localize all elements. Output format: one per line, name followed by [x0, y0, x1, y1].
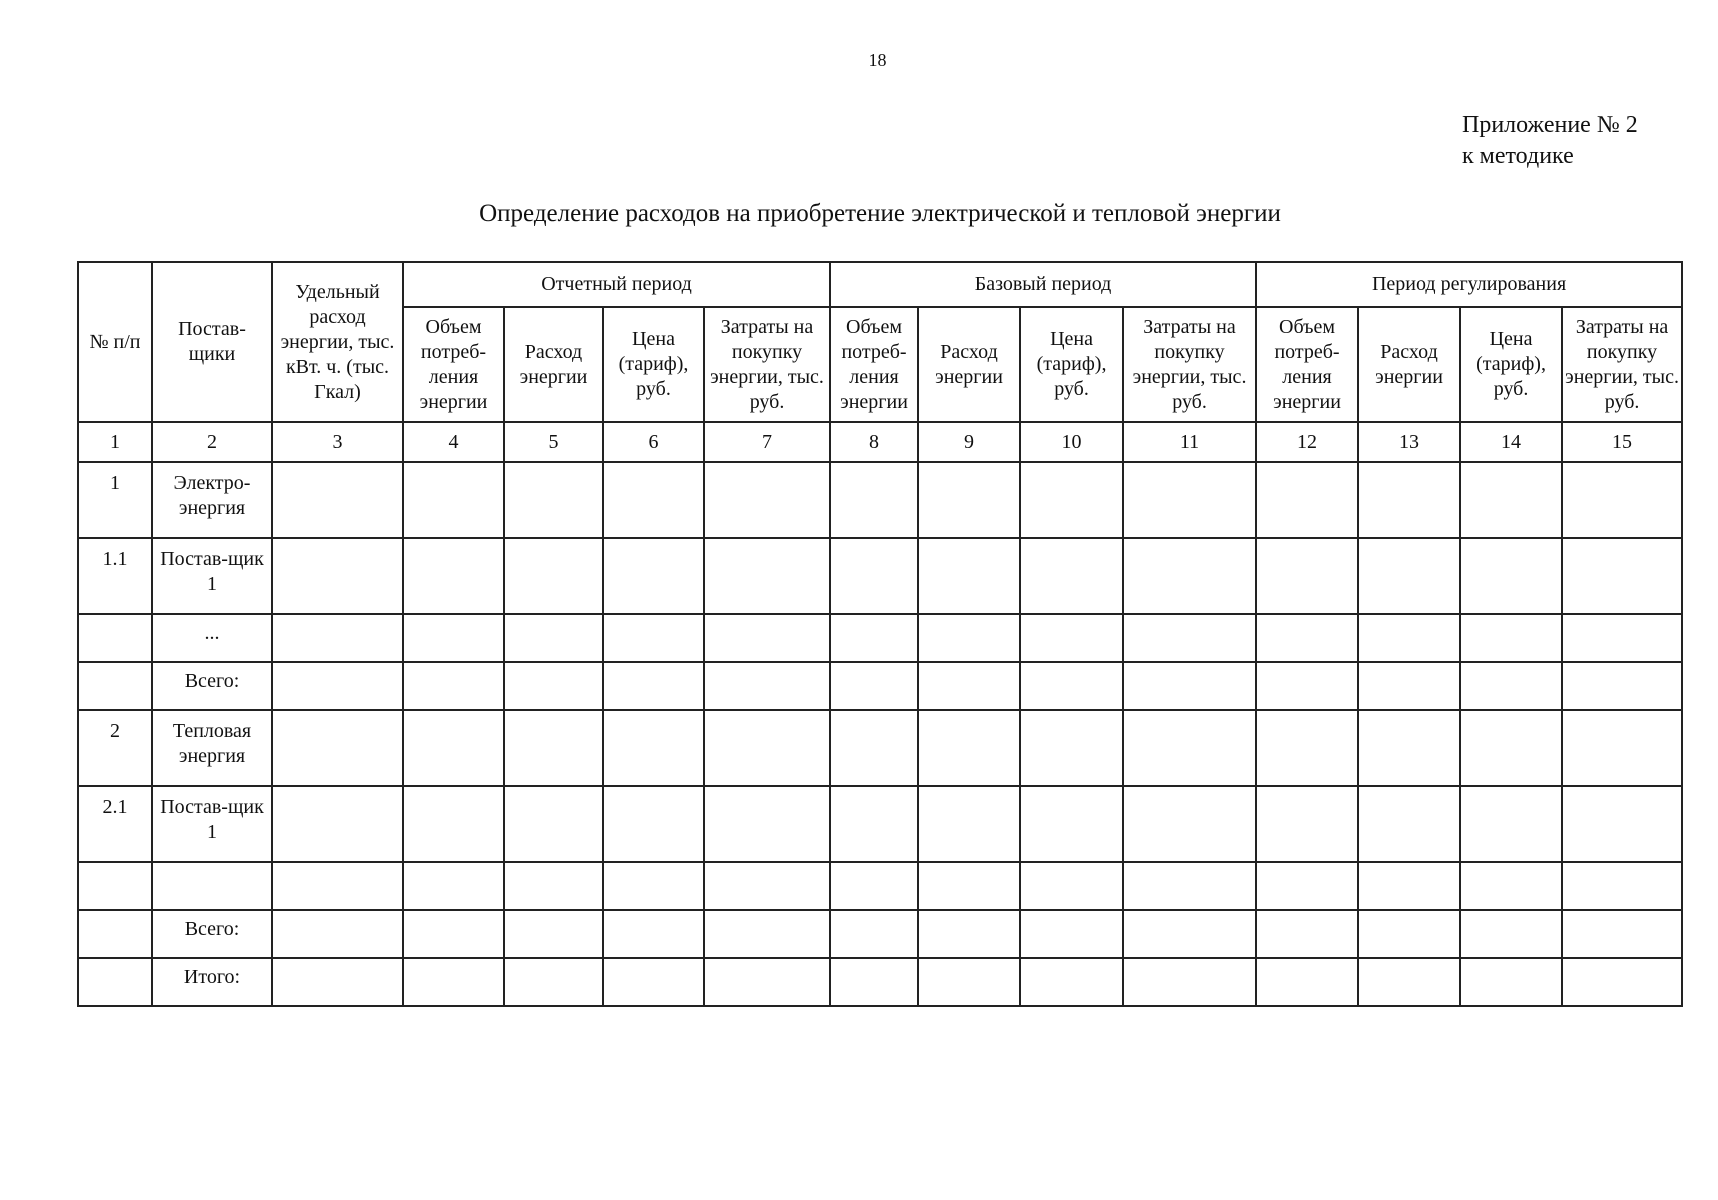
empty-cell [1562, 862, 1682, 910]
empty-cell [1562, 662, 1682, 710]
empty-cell [1460, 786, 1562, 862]
empty-cell [704, 662, 830, 710]
empty-cell [1562, 538, 1682, 614]
empty-cell [1256, 786, 1358, 862]
empty-cell [272, 462, 403, 538]
empty-cell [1460, 910, 1562, 958]
empty-cell [1123, 662, 1256, 710]
empty-cell [830, 862, 918, 910]
empty-cell [830, 958, 918, 1006]
empty-cell [1460, 710, 1562, 786]
empty-cell [1020, 710, 1123, 786]
table-row [78, 662, 1682, 710]
header-specific-consumption: Удельный расход энергии, тыс. кВт. ч. (тыс. Гкал) [272, 262, 403, 422]
empty-cell [1020, 862, 1123, 910]
empty-cell [1020, 538, 1123, 614]
empty-cell [1123, 958, 1256, 1006]
column-number: 1 [78, 422, 152, 462]
empty-cell [1256, 862, 1358, 910]
empty-cell [1562, 462, 1682, 538]
empty-cell [1123, 910, 1256, 958]
empty-cell [1358, 862, 1460, 910]
empty-cell [504, 614, 603, 662]
empty-cell [403, 614, 504, 662]
empty-cell [918, 710, 1020, 786]
empty-cell [1123, 538, 1256, 614]
empty-cell [403, 958, 504, 1006]
empty-cell [272, 786, 403, 862]
empty-cell [272, 862, 403, 910]
empty-cell [830, 710, 918, 786]
header-group-row [78, 262, 1682, 307]
empty-cell [1358, 538, 1460, 614]
table-row [78, 462, 1682, 538]
row-supplier: Постав-щик 1 [152, 538, 272, 614]
header-consumption: Расход энергии [504, 307, 603, 422]
empty-cell [704, 910, 830, 958]
row-supplier: Всего: [152, 662, 272, 710]
empty-cell [704, 958, 830, 1006]
column-number: 4 [403, 422, 504, 462]
empty-cell [1358, 462, 1460, 538]
row-number: 2.1 [78, 786, 152, 862]
row-number [78, 862, 152, 910]
empty-cell [1123, 462, 1256, 538]
empty-cell [704, 462, 830, 538]
empty-cell [1460, 958, 1562, 1006]
empty-cell [272, 910, 403, 958]
empty-cell [504, 958, 603, 1006]
expenses-table [77, 261, 1683, 1007]
empty-cell [603, 614, 704, 662]
header-supplier: Постав-щики [152, 262, 272, 422]
column-number: 13 [1358, 422, 1460, 462]
empty-cell [1256, 662, 1358, 710]
header-consumption: Расход энергии [918, 307, 1020, 422]
empty-cell [603, 910, 704, 958]
table-row [78, 862, 1682, 910]
empty-cell [1256, 710, 1358, 786]
empty-cell [830, 662, 918, 710]
table-row [78, 710, 1682, 786]
empty-cell [403, 462, 504, 538]
column-number: 5 [504, 422, 603, 462]
row-supplier: Всего: [152, 910, 272, 958]
empty-cell [603, 662, 704, 710]
empty-cell [1358, 614, 1460, 662]
empty-cell [1123, 786, 1256, 862]
empty-cell [272, 614, 403, 662]
header-no: № п/п [78, 262, 152, 422]
empty-cell [1256, 462, 1358, 538]
column-number: 7 [704, 422, 830, 462]
header-period-base: Базовый период [830, 262, 1256, 307]
empty-cell [830, 786, 918, 862]
row-number: 1 [78, 462, 152, 538]
header-consumption: Расход энергии [1358, 307, 1460, 422]
row-number [78, 662, 152, 710]
column-number-row [78, 422, 1682, 462]
empty-cell [918, 462, 1020, 538]
empty-cell [403, 786, 504, 862]
column-number: 14 [1460, 422, 1562, 462]
column-number: 10 [1020, 422, 1123, 462]
header-period-reporting: Отчетный период [403, 262, 830, 307]
empty-cell [504, 910, 603, 958]
empty-cell [1256, 614, 1358, 662]
empty-cell [704, 538, 830, 614]
header-cost: Затраты на покупку энергии, тыс. руб. [1123, 307, 1256, 422]
empty-cell [1123, 862, 1256, 910]
empty-cell [403, 538, 504, 614]
header-volume: Объем потреб-ления энергии [1256, 307, 1358, 422]
empty-cell [1256, 910, 1358, 958]
empty-cell [918, 662, 1020, 710]
table-row [78, 538, 1682, 614]
empty-cell [504, 862, 603, 910]
table-row [78, 910, 1682, 958]
empty-cell [830, 538, 918, 614]
empty-cell [830, 614, 918, 662]
empty-cell [504, 710, 603, 786]
row-number: 1.1 [78, 538, 152, 614]
row-supplier: Постав-щик 1 [152, 786, 272, 862]
page-number: 18 [868, 50, 887, 70]
column-number: 2 [152, 422, 272, 462]
empty-cell [603, 462, 704, 538]
empty-cell [1020, 910, 1123, 958]
appendix-line-1: Приложение № 2 [1462, 112, 1638, 138]
empty-cell [403, 910, 504, 958]
empty-cell [1123, 710, 1256, 786]
empty-cell [403, 862, 504, 910]
row-supplier: Электро-энергия [152, 462, 272, 538]
empty-cell [272, 710, 403, 786]
empty-cell [603, 710, 704, 786]
empty-cell [918, 862, 1020, 910]
empty-cell [1460, 614, 1562, 662]
empty-cell [272, 538, 403, 614]
header-cost: Затраты на покупку энергии, тыс. руб. [1562, 307, 1682, 422]
empty-cell [918, 958, 1020, 1006]
column-number: 11 [1123, 422, 1256, 462]
header-price: Цена (тариф), руб. [603, 307, 704, 422]
empty-cell [603, 786, 704, 862]
empty-cell [504, 662, 603, 710]
empty-cell [1256, 958, 1358, 1006]
row-supplier: Тепловая энергия [152, 710, 272, 786]
empty-cell [704, 862, 830, 910]
header-volume: Объем потреб-ления энергии [830, 307, 918, 422]
empty-cell [1358, 958, 1460, 1006]
empty-cell [603, 958, 704, 1006]
header-price: Цена (тариф), руб. [1020, 307, 1123, 422]
empty-cell [272, 958, 403, 1006]
column-number: 9 [918, 422, 1020, 462]
column-number: 6 [603, 422, 704, 462]
empty-cell [1020, 462, 1123, 538]
row-supplier: Итого: [152, 958, 272, 1006]
empty-cell [1562, 958, 1682, 1006]
empty-cell [1358, 910, 1460, 958]
empty-cell [403, 710, 504, 786]
empty-cell [1562, 710, 1682, 786]
column-number: 3 [272, 422, 403, 462]
empty-cell [704, 710, 830, 786]
empty-cell [1460, 662, 1562, 710]
empty-cell [1123, 614, 1256, 662]
empty-cell [603, 862, 704, 910]
empty-cell [1020, 614, 1123, 662]
document-title: Определение расходов на приобретение электрической и тепловой энергии [479, 200, 1281, 227]
table-row [78, 786, 1682, 862]
empty-cell [504, 538, 603, 614]
row-number: 2 [78, 710, 152, 786]
empty-cell [1562, 614, 1682, 662]
header-period-regulation: Период регулирования [1256, 262, 1682, 307]
column-number: 8 [830, 422, 918, 462]
appendix-line-2: к методике [1462, 143, 1574, 169]
row-number [78, 614, 152, 662]
empty-cell [1020, 786, 1123, 862]
empty-cell [918, 910, 1020, 958]
table-row [78, 614, 1682, 662]
empty-cell [704, 786, 830, 862]
empty-cell [918, 614, 1020, 662]
empty-cell [603, 538, 704, 614]
column-number: 15 [1562, 422, 1682, 462]
empty-cell [1358, 662, 1460, 710]
empty-cell [504, 786, 603, 862]
header-price: Цена (тариф), руб. [1460, 307, 1562, 422]
empty-cell [704, 614, 830, 662]
appendix-note [1462, 110, 1638, 172]
empty-cell [1460, 862, 1562, 910]
empty-cell [504, 462, 603, 538]
empty-cell [1020, 958, 1123, 1006]
empty-cell [1562, 910, 1682, 958]
empty-cell [830, 462, 918, 538]
empty-cell [403, 662, 504, 710]
row-number [78, 910, 152, 958]
empty-cell [272, 662, 403, 710]
empty-cell [830, 910, 918, 958]
row-supplier [152, 862, 272, 910]
empty-cell [1256, 538, 1358, 614]
header-cost: Затраты на покупку энергии, тыс. руб. [704, 307, 830, 422]
empty-cell [1562, 786, 1682, 862]
empty-cell [918, 538, 1020, 614]
empty-cell [1358, 786, 1460, 862]
empty-cell [918, 786, 1020, 862]
empty-cell [1460, 462, 1562, 538]
row-number [78, 958, 152, 1006]
column-number: 12 [1256, 422, 1358, 462]
empty-cell [1020, 662, 1123, 710]
header-volume: Объем потреб-ления энергии [403, 307, 504, 422]
table-row [78, 958, 1682, 1006]
empty-cell [1460, 538, 1562, 614]
empty-cell [1358, 710, 1460, 786]
row-supplier: ... [152, 614, 272, 662]
